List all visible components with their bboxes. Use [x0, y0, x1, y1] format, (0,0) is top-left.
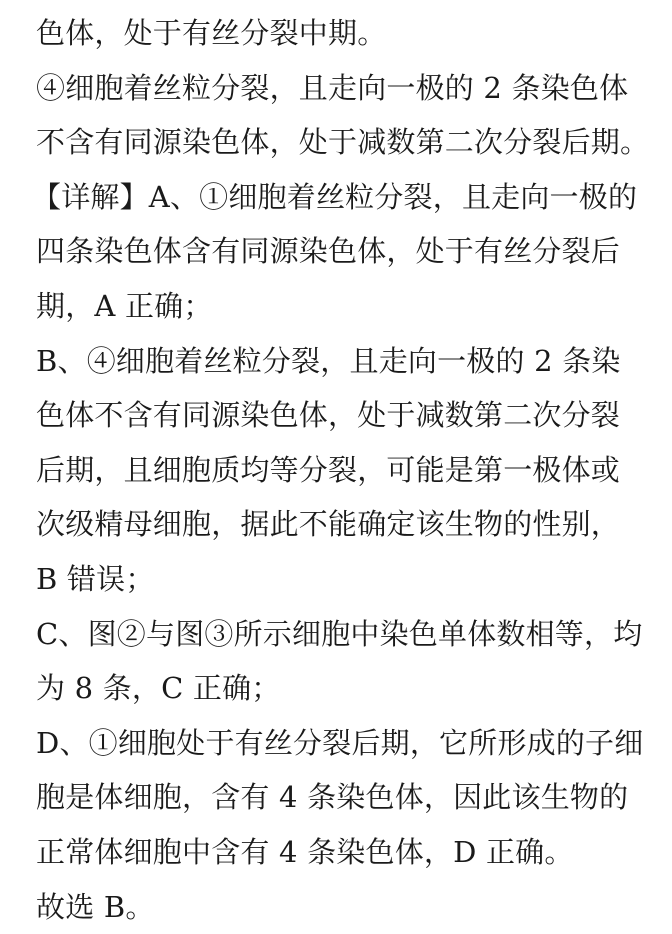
answer-line: 故选 B。 — [36, 880, 666, 934]
text-line: D、①细胞处于有丝分裂后期，它所形成的子细 — [36, 716, 666, 771]
text-line: C、图②与图③所示细胞中染色单体数相等，均 — [36, 607, 666, 662]
text-line: 为 8 条，C 正确； — [36, 661, 666, 716]
text-line: 不含有同源染色体，处于减数第二次分裂后期。 — [36, 115, 666, 170]
text-line: B、④细胞着丝粒分裂，且走向一极的 2 条染 — [36, 334, 666, 389]
text-line: B 错误； — [36, 552, 666, 607]
text-line: 色体，处于有丝分裂中期。 — [36, 6, 666, 61]
text-line: 期，A 正确； — [36, 279, 666, 334]
text-line: 色体不含有同源染色体，处于减数第二次分裂 — [36, 388, 666, 443]
text-line: ④细胞着丝粒分裂，且走向一极的 2 条染色体 — [36, 61, 666, 116]
explanation-heading-line: 【详解】A、①细胞着丝粒分裂，且走向一极的 — [32, 170, 666, 225]
text-line: 次级精母细胞，据此不能确定该生物的性别， — [36, 497, 666, 552]
text-line: 后期，且细胞质均等分裂，可能是第一极体或 — [36, 443, 666, 498]
document-page — [36, 6, 666, 934]
text-line: 正常体细胞中含有 4 条染色体，D 正确。 — [36, 825, 666, 880]
text-line: 胞是体细胞，含有 4 条染色体，因此该生物的 — [36, 770, 666, 825]
text-line: 四条染色体含有同源染色体，处于有丝分裂后 — [36, 224, 666, 279]
